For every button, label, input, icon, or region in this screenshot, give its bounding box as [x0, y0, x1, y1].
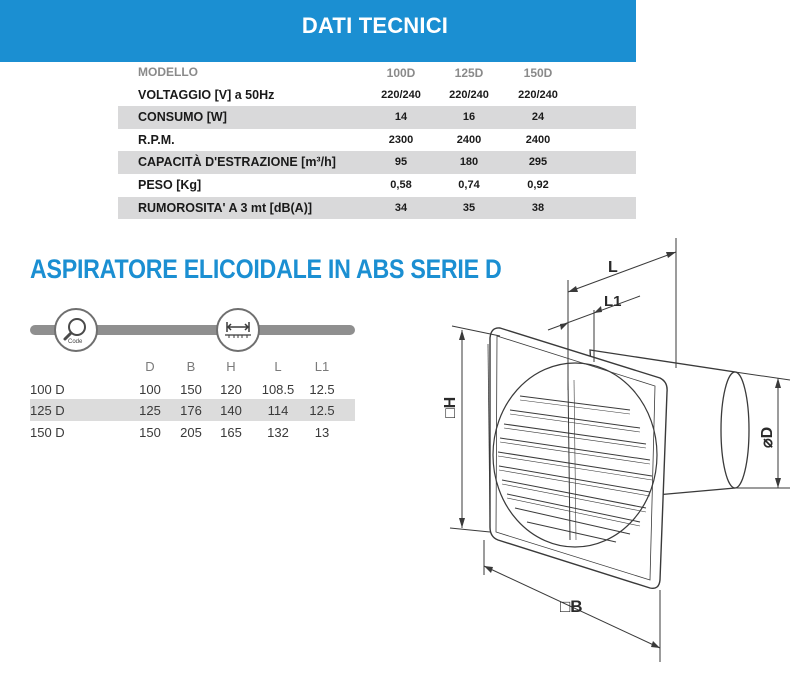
dimensions-header-row [30, 356, 355, 378]
banner-title: DATI TECNICI [301, 13, 449, 38]
code-search-icon [54, 308, 98, 352]
table-row [30, 399, 355, 421]
cell-value: 0,58 [390, 178, 412, 191]
cell-value: 125 [139, 403, 161, 419]
row-label: VOLTAGGIO [V] a 50Hz [138, 87, 275, 102]
cell-value: 176 [180, 403, 202, 419]
cell-value: 205 [180, 424, 202, 440]
column-header-125d: 125D [454, 66, 484, 80]
cell-value: 150 [180, 381, 202, 397]
cell-value: 0,74 [458, 178, 480, 191]
cell-value: 35 [462, 201, 476, 214]
table-row [118, 106, 636, 129]
cell-value: 16 [462, 111, 476, 124]
cell-value: 120 [220, 381, 242, 397]
cell-value: 132 [267, 424, 289, 440]
cell-value: 108.5 [261, 381, 295, 397]
code-icon-label: Code [68, 339, 83, 345]
column-header-150d: 150D [523, 66, 553, 80]
cell-value: 220/240 [381, 88, 421, 101]
cell-value: 165 [220, 424, 242, 440]
table-row [30, 421, 355, 443]
model-name: 125 D [30, 403, 65, 419]
model-name: 150 D [30, 424, 65, 440]
cell-value: 0,92 [527, 178, 549, 191]
cell-value: 38 [531, 201, 545, 214]
cell-value: 95 [394, 156, 408, 169]
cell-value: 220/240 [449, 88, 489, 101]
cell-value: 12.5 [309, 403, 335, 419]
cell-value: 13 [314, 424, 330, 440]
cell-value: 220/240 [518, 88, 558, 101]
column-header-l1: L1 [314, 359, 330, 374]
column-header-b: B [186, 359, 196, 374]
column-header-l: L [274, 359, 282, 374]
column-header-100d: 100D [386, 66, 416, 80]
cell-value: 100 [139, 381, 161, 397]
row-label: R.P.M. [138, 132, 175, 147]
label-b: □B [560, 597, 583, 616]
cell-value: 2400 [525, 133, 551, 146]
cell-value: 12.5 [309, 381, 335, 397]
row-label: CONSUMO [W] [138, 110, 227, 125]
table-row [118, 84, 636, 107]
row-label: PESO [Kg] [138, 177, 202, 192]
cell-value: 34 [394, 201, 408, 214]
table-row [118, 197, 636, 220]
cell-value: 2300 [388, 133, 414, 146]
column-header-d: D [145, 359, 155, 374]
row-label: RUMOROSITA' A 3 mt [dB(A)] [138, 200, 313, 215]
technical-data-table [118, 61, 636, 219]
label-d: ⌀D [759, 426, 776, 448]
table-row [118, 174, 636, 197]
dimensions-table [30, 356, 355, 442]
cell-value: 2400 [456, 133, 482, 146]
label-h: □H [442, 396, 459, 418]
cell-value: 114 [267, 403, 289, 419]
table-row [118, 151, 636, 174]
cell-value: 180 [459, 156, 479, 169]
dimensions-icon [216, 308, 260, 352]
cell-value: 14 [394, 111, 408, 124]
label-l: L [608, 259, 618, 276]
row-label: CAPACITÀ D'ESTRAZIONE [m³/h] [138, 155, 336, 170]
cell-value: 150 [139, 424, 161, 440]
model-name: 100 D [30, 381, 65, 397]
table-header-row [118, 61, 636, 84]
series-title: ASPIRATORE ELICOIDALE IN ABS SERIE D [30, 254, 502, 284]
column-header-h: H [226, 359, 236, 374]
column-header-model: MODELLO [138, 65, 198, 79]
label-l1: L1 [604, 293, 622, 310]
table-row [118, 129, 636, 152]
cell-value: 295 [528, 156, 548, 169]
cell-value: 24 [531, 111, 545, 124]
ruler-icon [218, 310, 258, 350]
table-row [30, 378, 355, 400]
cell-value: 140 [220, 403, 242, 419]
fan-technical-drawing [420, 232, 812, 688]
